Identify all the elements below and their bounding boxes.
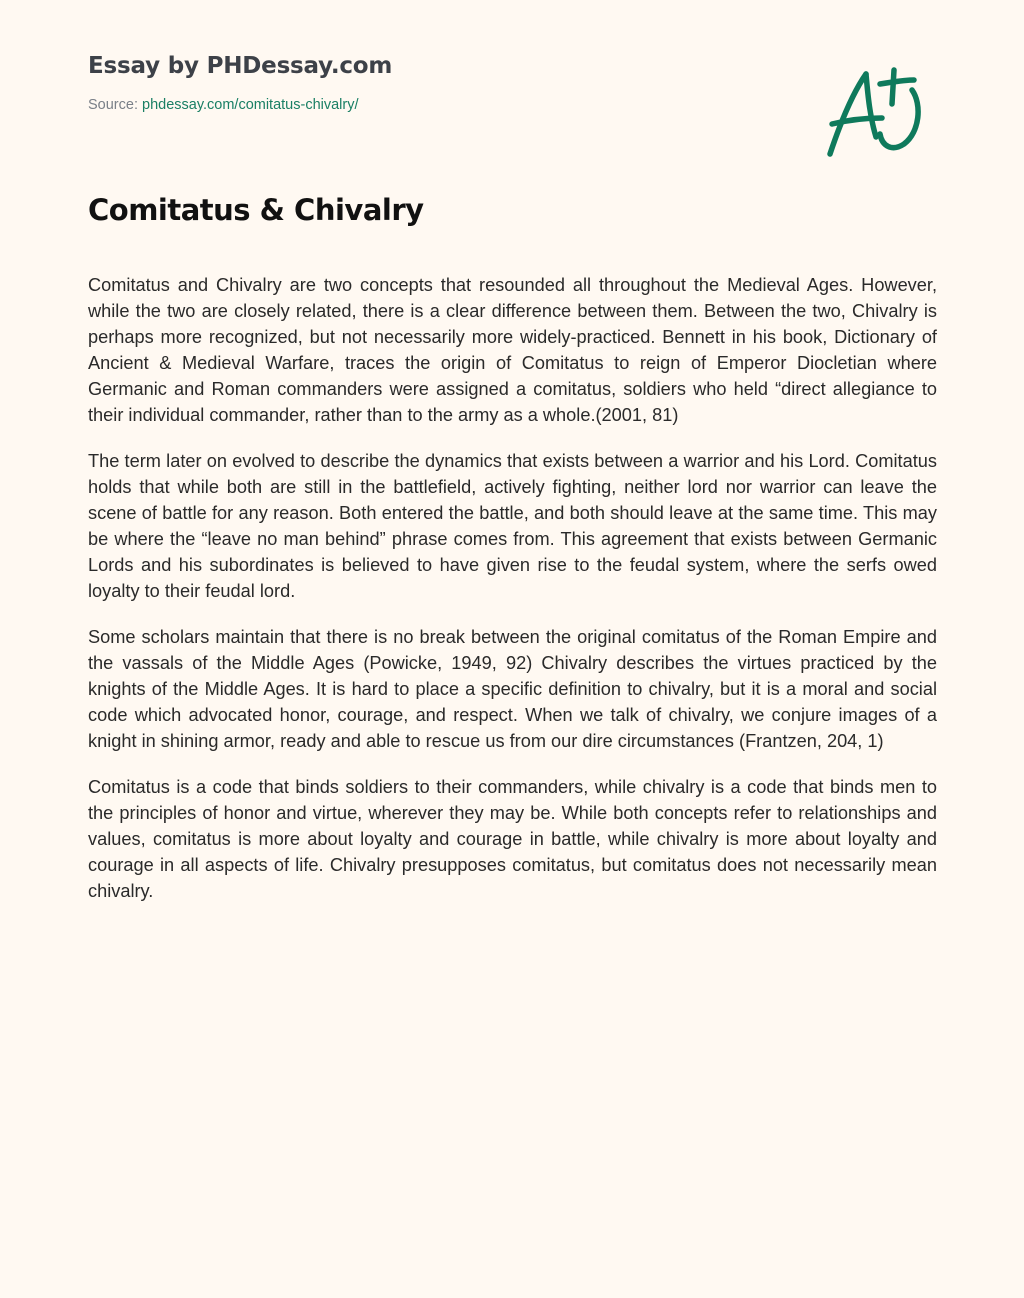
essay-paragraph: Some scholars maintain that there is no break between the original comitatus of the Roman Empire and the vassals of the Middle Ages (Powicke, 1949, 92) Chivalry describes the virtues practiced by the knights of the Middle Ages. It is hard to place a specific definition to chivalry, but it is a moral and social code which advocated honor, courage, and respect. When we talk of chivalry, we conjure images of a knight in shining armor, ready and able to rescue us from our dire circumstances (Frantzen, 204, 1)	[88, 627, 937, 751]
source-link[interactable]: phdessay.com/comitatus-chivalry/	[142, 97, 359, 113]
essay-title: Comitatus & Chivalry	[88, 193, 424, 227]
essay-body	[88, 272, 937, 924]
source-label: Source:	[88, 97, 142, 113]
essay-paragraph: Comitatus and Chivalry are two concepts that resounded all throughout the Medieval Ages. However, while the two are closely related, there is a clear difference between them. Between the two, Chivalry is perhaps more recognized, but not necessarily more widely-practiced. Bennett in his book, Dictionary of Ancient & Medieval Warfare, traces the origin of Comitatus to reign of Emperor Diocletian where Germanic and Roman commanders were assigned a comitatus, soldiers who held “direct allegiance to their individual commander, rather than to the army as a whole.(2001, 81)	[88, 275, 937, 425]
a-plus-grade-icon	[820, 62, 930, 162]
essay-paragraph: The term later on evolved to describe the dynamics that exists between a warrior and his Lord. Comitatus holds that while both are still in the battlefield, actively fighting, neither lord nor warrior can leave the scene of battle for any reason. Both entered the battle, and both should leave at the same time. This may be where the “leave no man behind” phrase comes from. This agreement that exists between Germanic Lords and his subordinates is believed to have given rise to the feudal system, where the serfs owed loyalty to their feudal lord.	[88, 451, 937, 601]
page-header	[88, 50, 948, 115]
source-line	[88, 95, 948, 115]
essay-paragraph: Comitatus is a code that binds soldiers to their commanders, while chivalry is a code that binds men to the principles of honor and virtue, wherever they may be. While both concepts refer to relationships and values, comitatus is more about loyalty and courage in battle, while chivalry is more about loyalty and courage in all aspects of life. Chivalry presupposes comitatus, but comitatus does not necessarily mean chivalry.	[88, 777, 937, 901]
site-title: Essay by PHDessay.com	[88, 53, 393, 79]
